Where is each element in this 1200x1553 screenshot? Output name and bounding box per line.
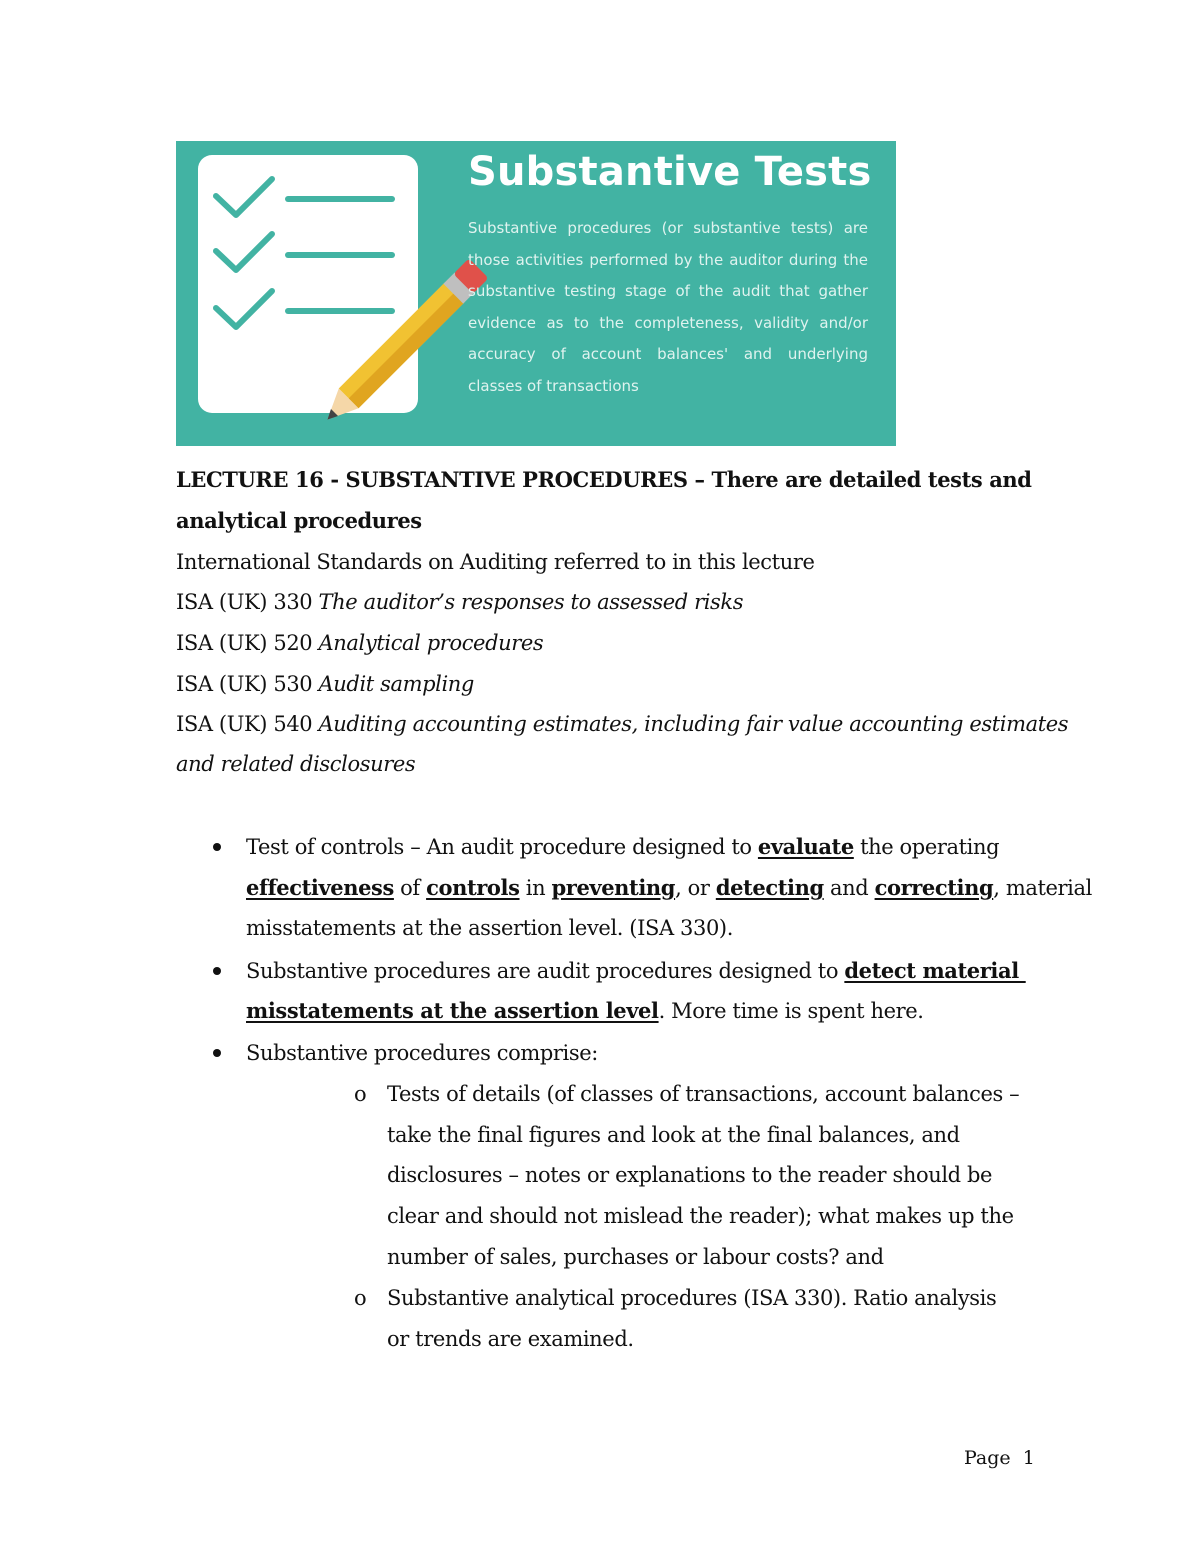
keyword-effectiveness: effectiveness <box>246 875 394 900</box>
keyword-detect-material: detect material <box>844 958 1026 983</box>
standard-title: Audit sampling <box>318 672 474 696</box>
standard-code: ISA (UK) 540 <box>176 712 313 736</box>
keyword-misstatements-assertion-level: misstatements at the assertion level <box>246 998 659 1023</box>
substantive-tests-banner <box>176 141 896 446</box>
banner-title: Substantive Tests <box>468 149 872 195</box>
standard-item <box>176 712 1068 736</box>
standard-code: ISA (UK) 520 <box>176 631 313 655</box>
lecture-heading-line2: analytical procedures <box>176 508 422 533</box>
keyword-correcting: correcting <box>874 875 994 900</box>
standard-code: ISA (UK) 330 <box>176 590 313 614</box>
standard-title: Auditing accounting estimates, including fair value accounting estimates <box>318 712 1069 736</box>
lecture-heading-line1: LECTURE 16 - SUBSTANTIVE PROCEDURES – There are detailed tests and <box>176 467 1032 492</box>
standards-intro: International Standards on Auditing referred to in this lecture <box>176 550 815 574</box>
bullet-3-line1: Substantive procedures comprise: <box>246 1041 598 1065</box>
page-number: Page 1 <box>964 1447 1035 1469</box>
bullet-marker <box>213 967 221 975</box>
standard-item <box>176 672 474 696</box>
banner-description: Substantive procedures (or substantive tests) are those activities performed by the auditor during the substantive testing stage of the audit that gather evidence as to the completeness, validity and/or accuracy of account balances' and underlying classes of transactions <box>468 219 868 395</box>
sub-bullet-analytical-procedures: Substantive analytical procedures (ISA 330). Ratio analysis or trends are examined. <box>387 1286 997 1351</box>
bullet-2-line2: misstatements at the assertion level. More time is spent here. <box>246 998 924 1023</box>
bullet-1-line3: misstatements at the assertion level. (ISA 330). <box>246 916 733 940</box>
bullet-marker <box>213 843 221 851</box>
keyword-controls: controls <box>426 875 520 900</box>
bullet-2-line1: Substantive procedures are audit procedures designed to detect material <box>246 958 1026 983</box>
standard-item <box>176 590 743 614</box>
standard-title: The auditor’s responses to assessed risks <box>318 590 744 614</box>
bullet-marker <box>213 1049 221 1057</box>
keyword-evaluate: evaluate <box>757 834 854 859</box>
standard-code: ISA (UK) 530 <box>176 672 313 696</box>
standard-title-continued: and related disclosures <box>176 752 416 776</box>
standard-item <box>176 631 543 655</box>
sub-bullet-tests-of-details: Tests of details (of classes of transactions, account balances – take the final figures and look at the final balances, and disclosures – notes or explanations to the reader should be clear and should not mislead the reader); what makes up the number of sales, purchases or labour costs? and <box>387 1082 1020 1269</box>
bullet-1-line1: Test of controls – An audit procedure designed to evaluate the operating <box>246 834 1000 859</box>
sub-bullet-marker: o <box>354 1082 367 1106</box>
sub-bullet-marker: o <box>354 1286 367 1310</box>
keyword-preventing: preventing <box>551 875 676 900</box>
keyword-detecting: detecting <box>715 875 824 900</box>
standard-title: Analytical procedures <box>318 631 544 655</box>
bullet-1-line2: effectiveness of controls in preventing, or detecting and correcting, material <box>246 875 1092 900</box>
